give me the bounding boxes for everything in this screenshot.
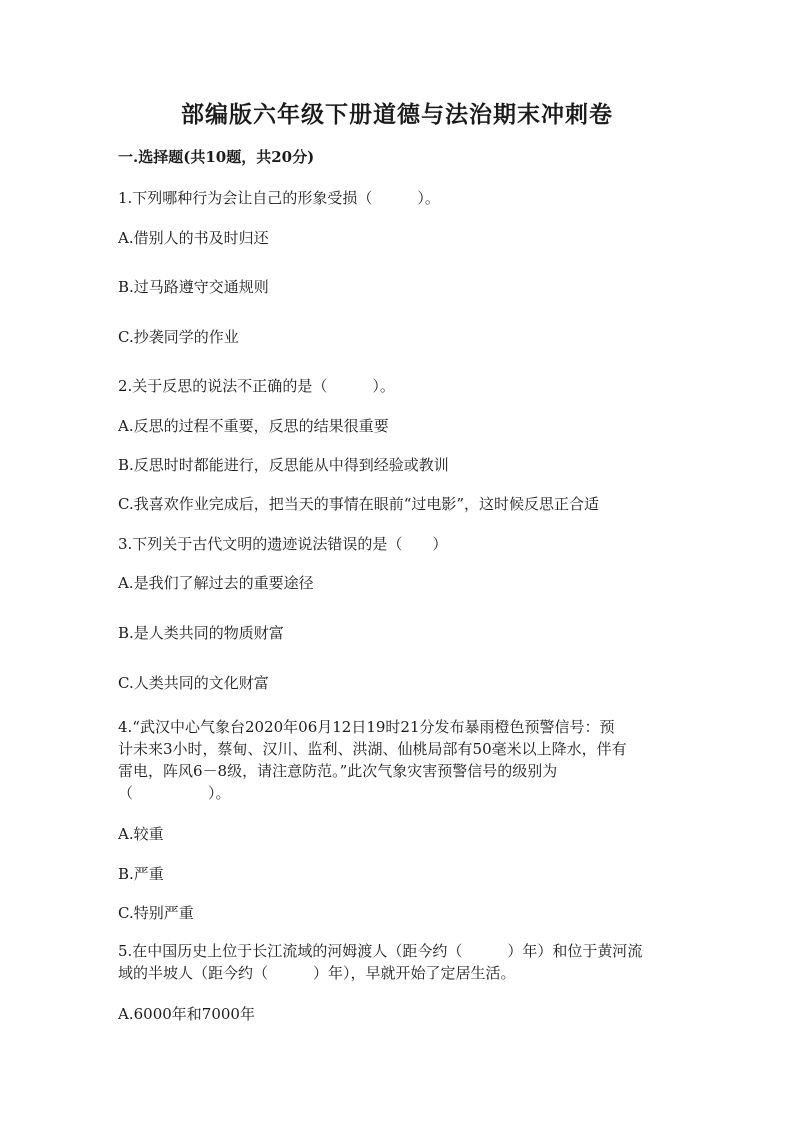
question-1-option-b: B.过马路遵守交通规则 xyxy=(118,278,269,296)
question-4-stem-line: 4.“武汉中心气象台2020年06月12日19时21分发布暴雨橙色预警信号：预 xyxy=(118,718,615,736)
question-1-option-a: A.借别人的书及时归还 xyxy=(118,229,269,247)
question-5-stem xyxy=(118,940,678,984)
question-4-stem xyxy=(118,716,678,804)
question-4-option-c: C.特别严重 xyxy=(118,904,194,922)
question-4-option-b: B.严重 xyxy=(118,865,164,883)
question-5-stem-line: 5.在中国历史上位于长江流域的河姆渡人（距今约（ ）年）和位于黄河流 xyxy=(118,942,643,960)
question-2-option-c: C.我喜欢作业完成后，把当天的事情在眼前“过电影”，这时候反思正合适 xyxy=(118,495,600,513)
question-3-option-c: C.人类共同的文化财富 xyxy=(118,674,269,692)
question-3-option-a: A.是我们了解过去的重要途径 xyxy=(118,574,314,592)
question-1-option-c: C.抄袭同学的作业 xyxy=(118,328,239,346)
question-3-stem: 3.下列关于古代文明的遗迹说法错误的是（ ） xyxy=(118,535,448,553)
question-4-stem-line: 计未来3小时，蔡甸、汉川、监利、洪湖、仙桃局部有50毫米以上降水，伴有 xyxy=(118,740,627,758)
question-2-option-a: A.反思的过程不重要，反思的结果很重要 xyxy=(118,417,389,435)
question-2-option-b: B.反思时时都能进行，反思能从中得到经验或教训 xyxy=(118,456,449,474)
question-4-option-a: A.较重 xyxy=(118,825,164,843)
question-2-stem: 2.关于反思的说法不正确的是（ ）。 xyxy=(118,377,395,395)
question-5-stem-line: 域的半坡人（距今约（ ）年），早就开始了定居生活。 xyxy=(118,964,516,982)
question-1-stem: 1.下列哪种行为会让自己的形象受损（ ）。 xyxy=(118,189,440,207)
section-heading: 一.选择题(共10题，共20分) xyxy=(118,148,315,166)
question-5-option-a: A.6000年和7000年 xyxy=(118,1005,255,1023)
question-3-option-b: B.是人类共同的物质财富 xyxy=(118,624,284,642)
question-4-stem-line: 雷电，阵风6－8级，请注意防范。”此次气象灾害预警信号的级别为 xyxy=(118,762,558,780)
question-4-stem-line: （ ）。 xyxy=(118,784,231,802)
page-title: 部编版六年级下册道德与法治期末冲刺卷 xyxy=(181,101,613,128)
